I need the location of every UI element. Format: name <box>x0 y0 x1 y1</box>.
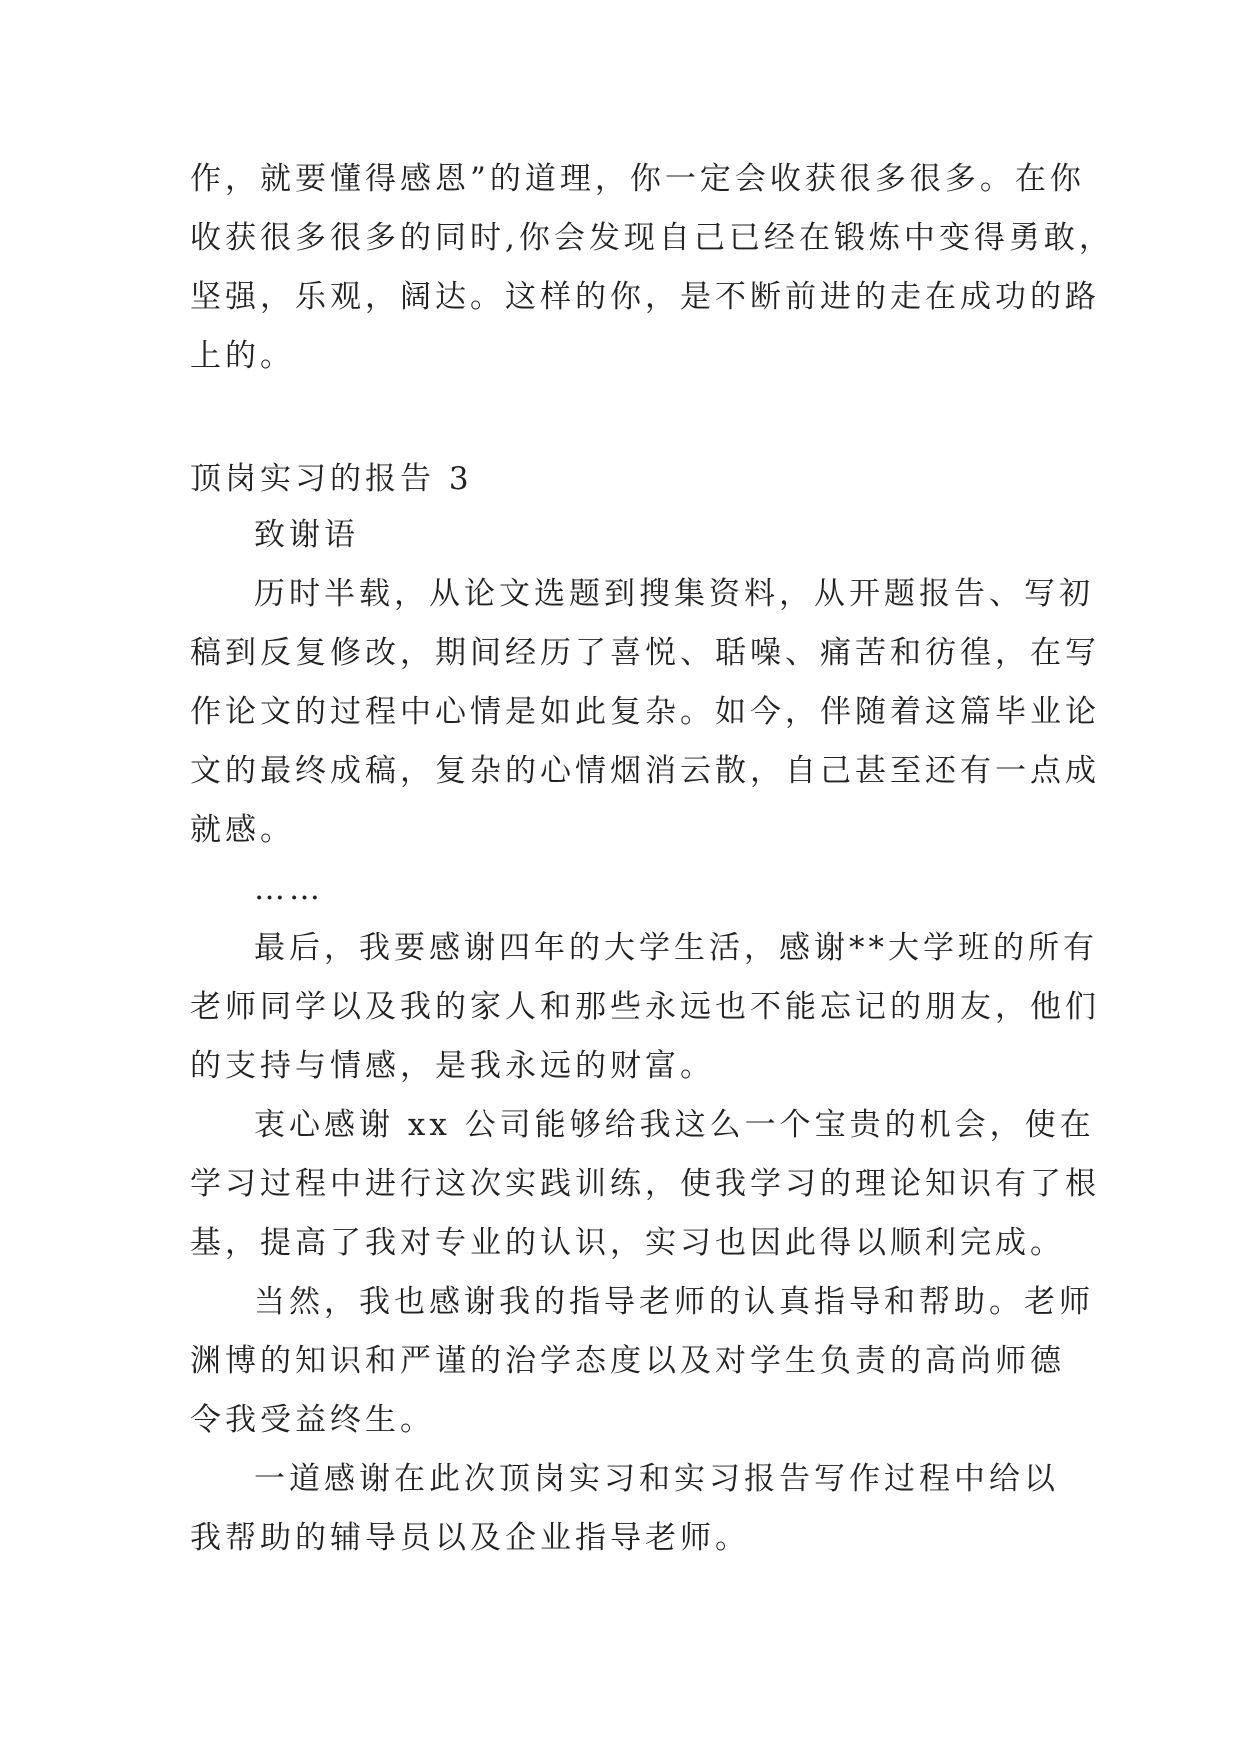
ack-paragraph-3 <box>190 1096 1100 1273</box>
text-line: 作，就要懂得感恩”的道理，你一定会收获很多很多。在你 <box>190 161 1085 197</box>
ack-paragraph-1 <box>190 565 1100 860</box>
text-line: 渊博的知识和严谨的治学态度以及对学生负责的高尚师德 <box>190 1343 1065 1379</box>
ack-paragraph-5 <box>190 1450 1059 1568</box>
text-line: 我帮助的辅导员以及企业指导老师。 <box>190 1520 750 1556</box>
text-line: 收获很多很多的同时,你会发现自己已经在锻炼中变得勇敢， <box>190 220 1114 256</box>
text-line: 稿到反复修改，期间经历了喜悦、聒噪、痛苦和彷徨，在写 <box>190 635 1100 671</box>
text-line: 文的最终成稿，复杂的心情烟消云散，自己甚至还有一点成 <box>190 753 1100 789</box>
text-line: 令我受益终生。 <box>190 1402 435 1438</box>
text-line: 衷心感谢 xx 公司能够给我这么一个宝贵的机会，使在 <box>254 1107 1095 1143</box>
intro-paragraph <box>190 150 1114 386</box>
section-title <box>190 450 1050 509</box>
ellipsis: …… <box>254 871 324 907</box>
text-line: 上的。 <box>190 338 295 374</box>
text-line: 学习过程中进行这次实践训练，使我学习的理论知识有了根 <box>190 1166 1100 1202</box>
text-line: 当然，我也感谢我的指导老师的认真指导和帮助。老师 <box>254 1284 1094 1320</box>
text-line: 历时半载，从论文选题到搜集资料，从开题报告、写初 <box>254 576 1094 612</box>
ack-paragraph-4 <box>190 1273 1094 1450</box>
text-line: 最后，我要感谢四年的大学生活，感谢**大学班的所有 <box>254 930 1098 966</box>
text-line: 的支持与情感，是我永远的财富。 <box>190 1048 715 1084</box>
acknowledgement-section <box>190 506 1100 1568</box>
text-line: 基，提高了我对专业的认识，实习也因此得以顺利完成。 <box>190 1225 1065 1261</box>
text-line: 作论文的过程中心情是如此复杂。如今，伴随着这篇毕业论 <box>190 694 1100 730</box>
text-line: 坚强，乐观，阔达。这样的你，是不断前进的走在成功的路 <box>190 279 1100 315</box>
ack-paragraph-2 <box>190 919 1100 1096</box>
text-line: 一道感谢在此次顶岗实习和实习报告写作过程中给以 <box>254 1461 1059 1497</box>
ack-heading: 致谢语 <box>254 517 359 553</box>
text-line: 就感。 <box>190 812 295 848</box>
section-title-text: 顶岗实习的报告 3 <box>190 461 473 497</box>
text-line: 老师同学以及我的家人和那些永远也不能忘记的朋友，他们 <box>190 989 1100 1025</box>
